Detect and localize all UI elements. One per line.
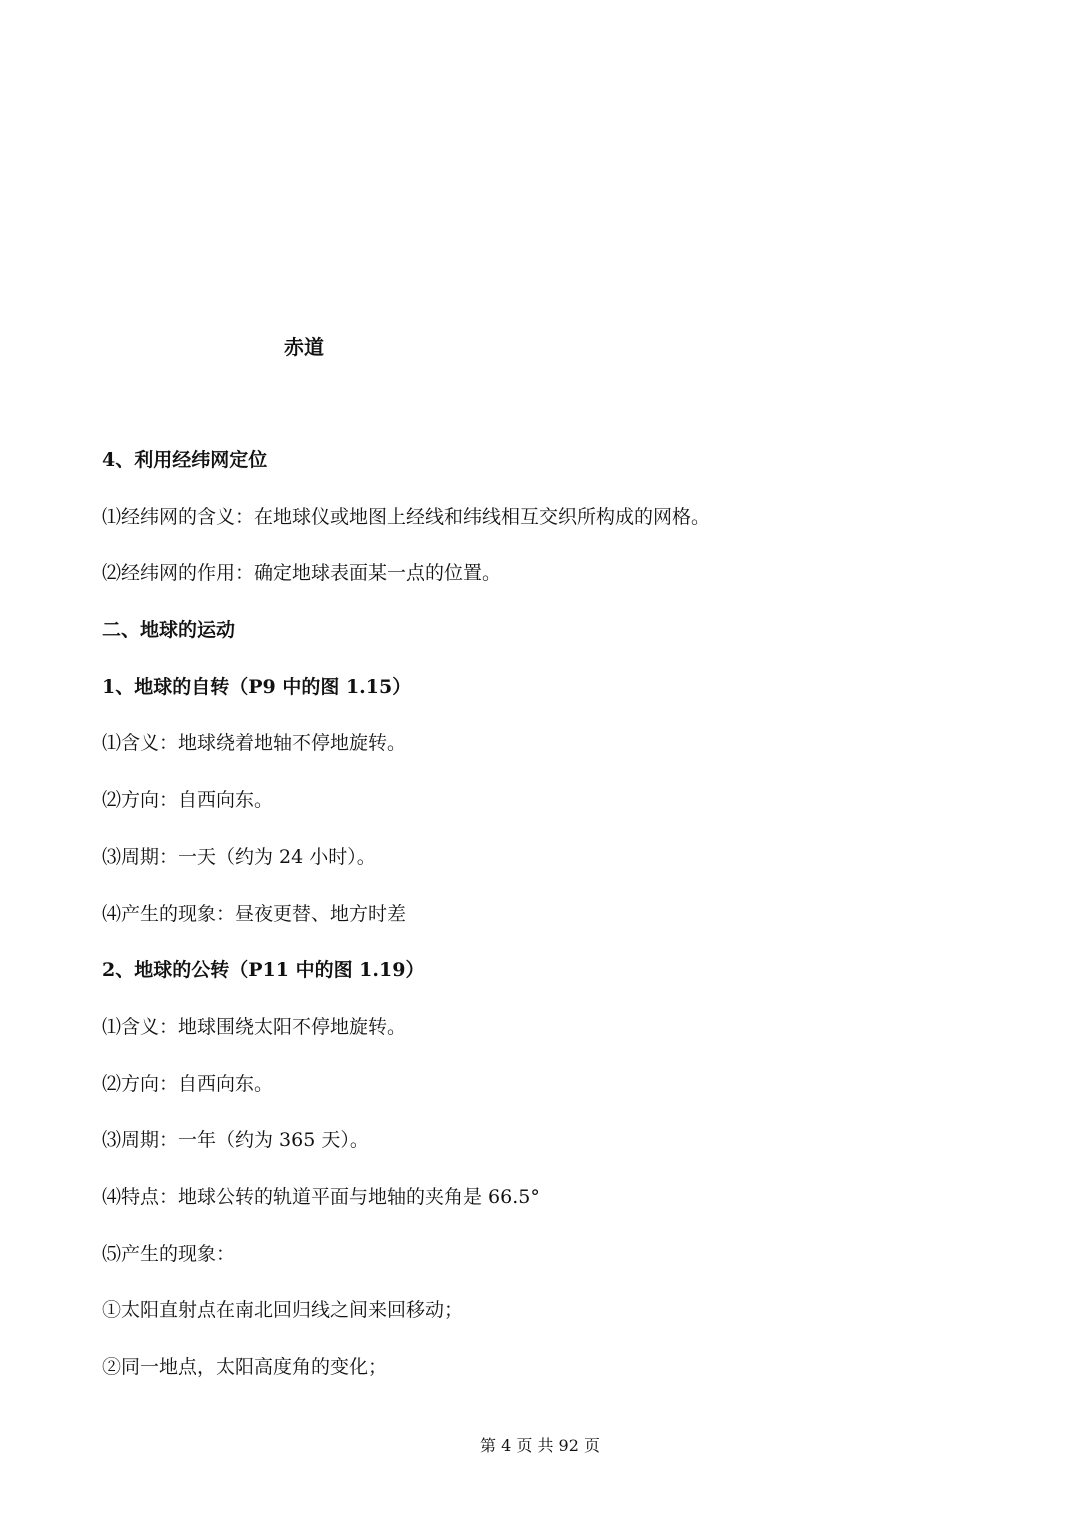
section-heading-earth-motion: 二、地球的运动	[102, 619, 236, 642]
paragraph-line: ⑶周期：一天（约为 24 小时）。	[102, 845, 376, 868]
paragraph-line: ⑶周期：一年（约为 365 天）。	[102, 1129, 369, 1152]
paragraph-line: ⑵方向：自西向东。	[102, 789, 274, 812]
paragraph-line: ⑴含义：地球围绕太阳不停地旋转。	[102, 1015, 407, 1038]
paragraph-line: ⑴经纬网的含义：在地球仪或地图上经线和纬线相互交织所构成的网格。	[102, 505, 711, 528]
heading-latlong-grid: 4、利用经纬网定位	[102, 449, 268, 471]
paragraph-line: ⑵方向：自西向东。	[102, 1072, 274, 1095]
heading-revolution: 2、地球的公转（P11 中的图 1.19）	[102, 959, 425, 982]
paragraph-line: ⑸产生的现象：	[102, 1242, 236, 1265]
paragraph-line: ①太阳直射点在南北回归线之间来回移动；	[102, 1299, 464, 1322]
figure-caption-equator: 赤道	[284, 335, 324, 359]
paragraph-line: ⑷特点：地球公转的轨道平面与地轴的夹角是 66.5°	[102, 1185, 540, 1208]
paragraph-line: ⑴含义：地球绕着地轴不停地旋转。	[102, 732, 407, 755]
page-number-footer: 第 4 页 共 92 页	[480, 1436, 600, 1455]
text-body	[102, 446, 1002, 1410]
paragraph-line: ⑵经纬网的作用：确定地球表面某一点的位置。	[102, 562, 502, 585]
paragraph-line: ②同一地点，太阳高度角的变化；	[102, 1356, 388, 1378]
heading-rotation: 1、地球的自转（P9 中的图 1.15）	[102, 675, 412, 698]
paragraph-line: ⑷产生的现象：昼夜更替、地方时差	[102, 902, 407, 925]
